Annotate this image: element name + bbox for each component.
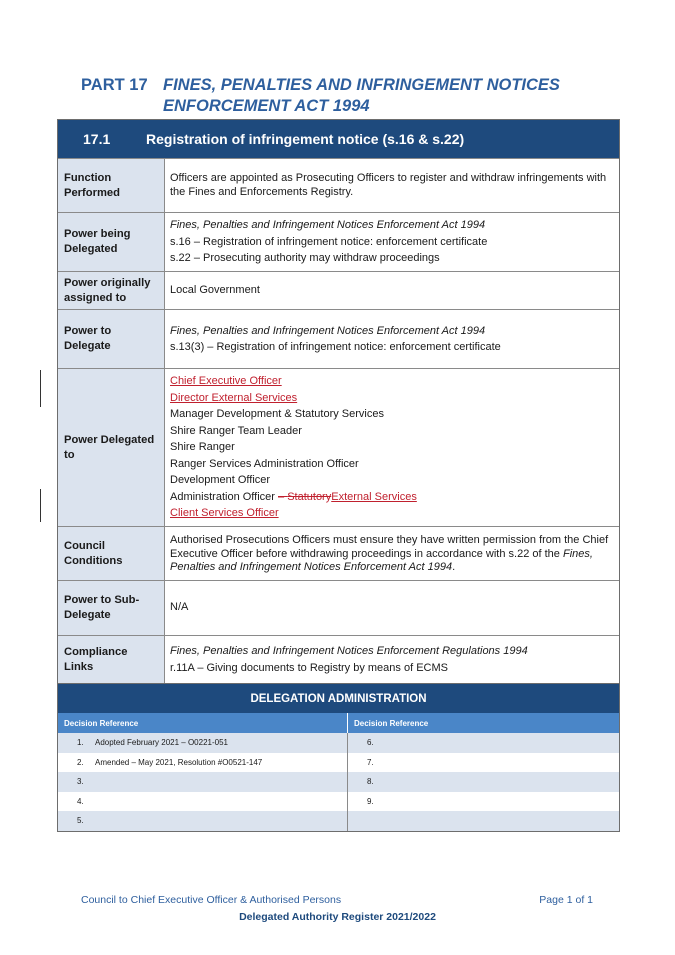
part-number: PART 17	[81, 76, 148, 94]
row-power-being-delegated	[58, 212, 619, 271]
table-row: 2. Amended – May 2021, Resolution #O0521-147 7.	[58, 753, 619, 773]
table-row: 1. Adopted February 2021 – O0221-051 6.	[58, 733, 619, 753]
deleted-text: Statutory	[287, 490, 332, 503]
admin-section-header: DELEGATION ADMINISTRATION	[58, 683, 619, 713]
row-value: N/A	[170, 601, 189, 614]
section-number: 17.1	[83, 131, 111, 147]
row-label: Power originally assigned to	[58, 272, 165, 309]
row-label: Compliance Links	[58, 636, 165, 683]
row-power-to-sub-delegate	[58, 580, 619, 635]
column-header: Decision Reference	[58, 713, 348, 733]
section-header	[58, 120, 619, 158]
row-label: Power being Delegated	[58, 213, 165, 271]
row-value: Officers are appointed as Prosecuting Officers to register and withdraw infringements with the Fines and Enforcements Registry.	[170, 171, 607, 198]
officer-item: Development Officer	[170, 474, 271, 487]
section-title: Registration of infringement notice (s.16 & s.22)	[146, 131, 465, 147]
officer-item: Manager Development & Statutory Services	[170, 408, 384, 421]
part-title: FINES, PENALTIES AND INFRINGEMENT NOTICES ENFORCEMENT ACT 1994	[163, 76, 560, 115]
row-power-delegated-to	[58, 368, 619, 526]
delegation-table	[57, 119, 620, 832]
column-header: Decision Reference	[354, 718, 429, 728]
row-value: Local Government	[170, 283, 260, 296]
officer-item: Shire Ranger Team Leader	[170, 424, 302, 437]
part-heading	[81, 75, 641, 117]
row-compliance-links	[58, 635, 619, 683]
table-row: 5.	[58, 811, 619, 831]
row-value: Authorised Prosecutions Officers must ensure they have written permission from the Chief Executive Officer before withdrawing proceedings in accordance with s.22 of the Fines, Penalties and Infringement Notices Enforcement Act 1994.	[170, 534, 609, 574]
row-power-to-delegate	[58, 309, 619, 368]
row-value: Fines, Penalties and Infringement Notices Enforcement Act 1994 s.13(3) – Registration of infringement notice: enforcement certificate	[170, 324, 501, 353]
deleted-text: –	[278, 490, 288, 503]
footer-title: Delegated Authority Register 2021/2022	[239, 911, 436, 923]
table-row: 3. 8.	[58, 772, 619, 792]
officer-list	[165, 369, 619, 526]
table-row: 4. 9.	[58, 792, 619, 812]
row-council-conditions	[58, 526, 619, 580]
row-power-originally-assigned	[58, 271, 619, 309]
change-bar	[40, 489, 41, 522]
officer-item: Ranger Services Administration Officer	[170, 457, 359, 470]
row-label: Power Delegated to	[58, 369, 165, 526]
row-value: Fines, Penalties and Infringement Notices Enforcement Regulations 1994 r.11A – Giving documents to Registry by means of ECMS	[170, 645, 528, 674]
change-bar	[40, 370, 41, 407]
footer-left: Council to Chief Executive Officer & Authorised Persons	[81, 894, 342, 906]
inserted-text: External Services	[331, 490, 417, 503]
row-value: Fines, Penalties and Infringement Notices Enforcement Act 1994 s.16 – Registration of infringement notice: enforcement certificate s.22 – Prosecuting authority may withdraw proceedings	[170, 219, 488, 265]
officer-item: Chief Executive Officer	[170, 375, 282, 388]
officer-item: Shire Ranger	[170, 441, 235, 454]
row-label: Power to Sub-Delegate	[58, 581, 165, 635]
officer-item: Client Services Officer	[170, 507, 279, 520]
page-number: Page 1 of 1	[539, 894, 593, 906]
row-label: Power to Delegate	[58, 310, 165, 368]
admin-table-header	[58, 713, 619, 733]
officer-item-admin: Administration Officer – StatutoryExternal Services	[170, 490, 417, 503]
officer-item: Director External Services	[170, 391, 298, 404]
row-label: Function Performed	[58, 159, 165, 212]
row-label: Council Conditions	[58, 527, 165, 580]
row-function-performed	[58, 158, 619, 212]
